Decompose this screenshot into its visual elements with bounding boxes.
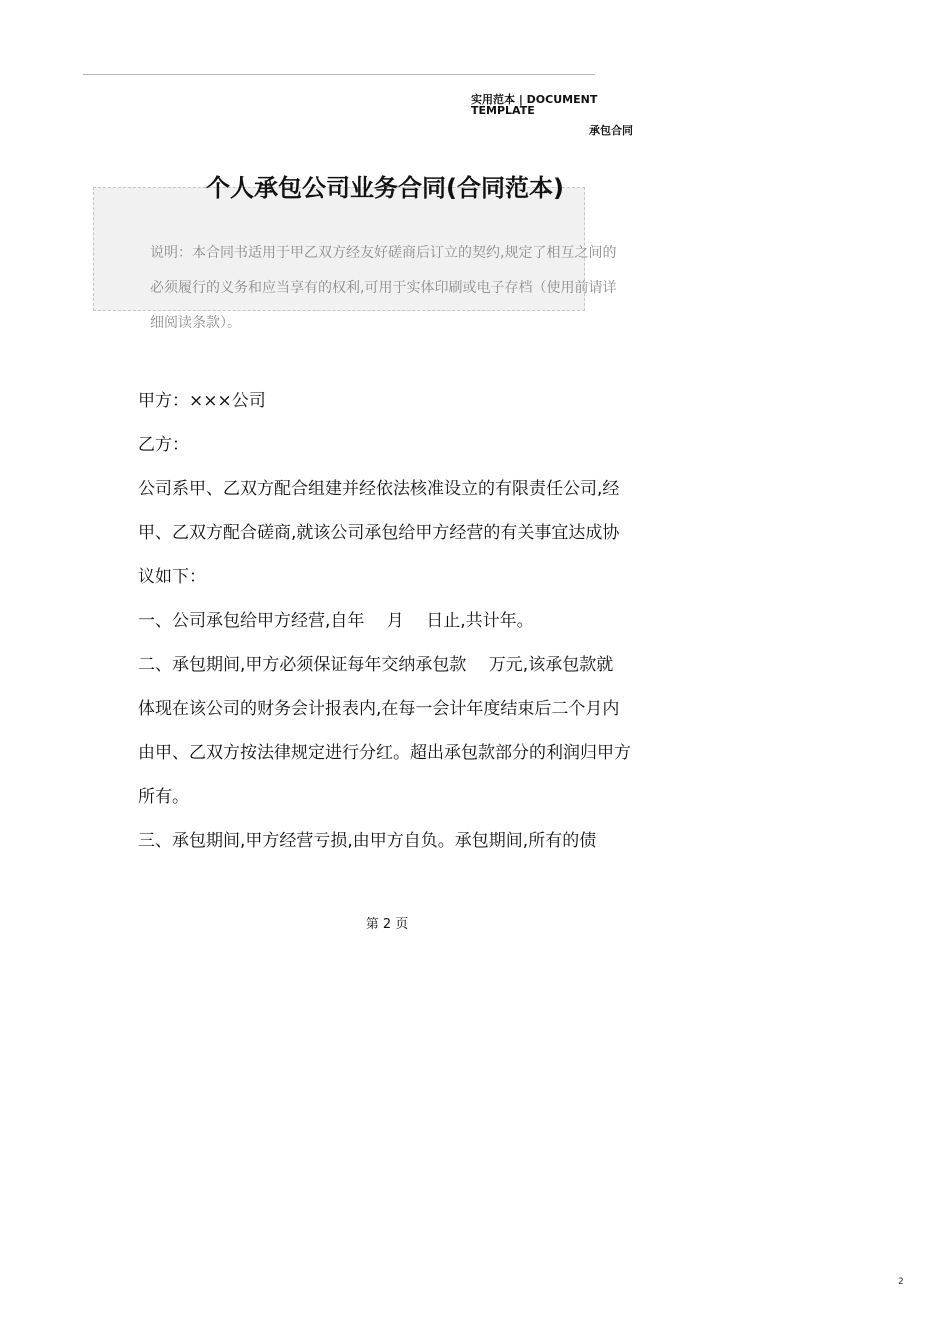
- body-line: 甲、乙双方配合磋商,就该公司承包给甲方经营的有关事宜达成协: [138, 523, 620, 543]
- body-line: 公司系甲、乙双方配合组建并经依法核准设立的有限责任公司,经: [138, 479, 620, 499]
- document-title: 个人承包公司业务合同(合同范本): [206, 174, 564, 202]
- document-body: [138, 379, 643, 863]
- body-line: 甲方：×××公司: [138, 391, 266, 411]
- corner-page-number: 2: [898, 1277, 904, 1287]
- page-number: 第 2 页: [365, 917, 409, 932]
- document-note: 说明：本合同书适用于甲乙双方经友好磋商后订立的契约,规定了相互之间的必须履行的义务和应当享有的权利,可用于实体印刷或电子存档（使用前请详细阅读条款）。: [150, 245, 617, 331]
- body-line: 二、承包期间,甲方必须保证每年交纳承包款 万元,该承包款就: [138, 655, 614, 675]
- body-line: 所有。: [138, 787, 189, 807]
- body-line: 由甲、乙双方按法律规定进行分红。超出承包款部分的利润归甲方: [138, 743, 631, 763]
- body-line: 一、公司承包给甲方经营,自年 月 日止,共计年。: [138, 611, 534, 631]
- header-label: 实用范本 | DOCUMENT TEMPLATE: [471, 93, 598, 117]
- body-line: 议如下：: [138, 567, 206, 587]
- body-line: 体现在该公司的财务会计报表内,在每一会计年度结束后二个月内: [138, 699, 620, 719]
- header-category: 承包合同: [589, 124, 633, 137]
- body-line: 三、承包期间,甲方经营亏损,由甲方自负。承包期间,所有的债: [138, 831, 597, 851]
- body-line: 乙方：: [138, 435, 189, 455]
- header-rule: [83, 74, 595, 75]
